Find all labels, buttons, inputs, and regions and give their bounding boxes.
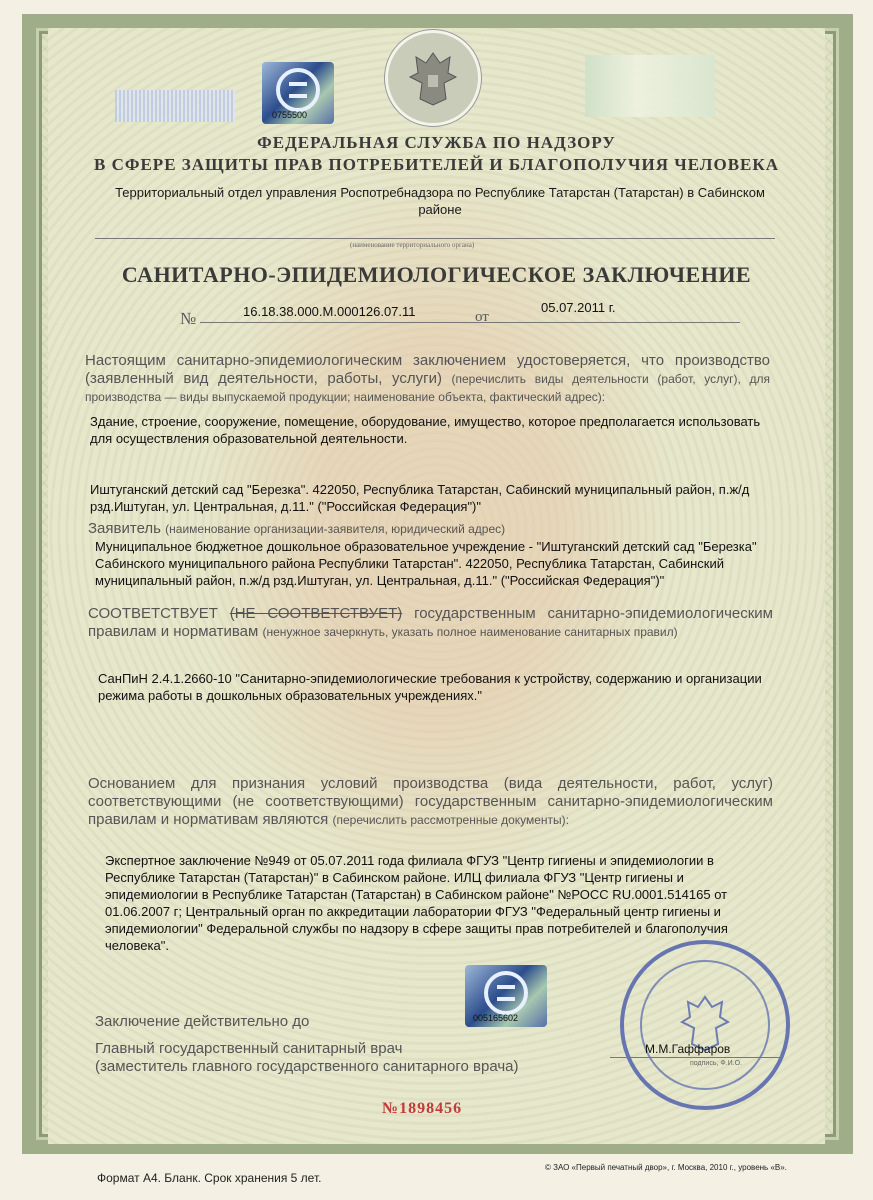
sanitary-rules: СанПиН 2.4.1.2660-10 "Санитарно-эпидемиологические требования к устройству, содержанию и организации режима работы в дошкольных образовательных учреждениях." (98, 671, 762, 703)
document-date: 05.07.2011 г. (541, 300, 616, 315)
applicant-details: Муниципальное бюджетное дошкольное образовательное учреждение - "Иштуганский детский сад "Березка" Сабинского муниципального района Республики Татарстан". 422050, Республика Татарстан, Сабинский муниципальный район, п.ж/д рзд.Иштуган, ул. Центральная, д.11." ("Российская Федерация")" (95, 539, 757, 588)
security-pattern-right (585, 55, 715, 117)
document-number: 16.18.38.000.М.000126.07.11 (243, 304, 416, 319)
applicant-caption: (наименование организации-заявителя, юридический адрес) (165, 522, 506, 536)
conforms-label: СООТВЕТСТВУЕТ (88, 605, 218, 622)
organ-underline (95, 238, 775, 239)
certified-object: Здание, строение, сооружение, помещение, оборудование, имущество, которое предполагается использовать для осуществления образовательной деятельности. (90, 414, 761, 446)
number-label: № (180, 309, 197, 328)
hologram-code-top: 0755500 (272, 110, 308, 120)
valid-until-label: Заключение действительно до (95, 1013, 310, 1030)
applicant-label: Заявитель (88, 520, 161, 537)
coat-of-arms-emblem (385, 30, 481, 126)
basis-intro-caption: (перечислить рассмотренные документы): (332, 813, 570, 827)
compliance-caption: (ненужное зачеркнуть, указать полное наименование санитарных правил) (262, 625, 678, 639)
form-format-note: Формат А4. Бланк. Срок хранения 5 лет. (97, 1171, 322, 1185)
signer-name: М.М.Гаффаров (645, 1042, 731, 1056)
hologram-code-bottom: 005165602 (473, 1013, 519, 1023)
signature-caption: подпись, Ф.И.О. (690, 1060, 742, 1067)
hologram-top (262, 62, 334, 124)
printer-note: © ЗАО «Первый печатный двор», г. Москва, 2010 г., уровень «В». (545, 1163, 787, 1172)
number-underline (200, 322, 740, 323)
certifies-intro-caption: (перечислить виды деятельности (работ, услуг), для производства — виды выпускаемой продукции; наименование объекта, фактический адрес): (85, 372, 771, 404)
double-headed-eagle-icon (388, 33, 478, 123)
not-conforms-label: (НЕ СООТВЕТСТВУЕТ) (229, 605, 403, 622)
compliance-rest: государственным санитарно-эпидемиологическим правилам и нормативам (88, 605, 773, 640)
stamp-eagle-icon (642, 962, 768, 1088)
official-stamp-inner (640, 960, 770, 1090)
header-line-1: ФЕДЕРАЛЬНАЯ СЛУЖБА ПО НАДЗОРУ (257, 133, 616, 152)
compliance-statement (88, 605, 773, 641)
basis-intro-main: Основанием для признания условий производства (вида деятельности, работ, услуг) соответствующими (не соответствующими) государственным санитарно-эпидемиологическим правилам и нормативам являются (88, 775, 773, 828)
object-address: Иштуганский детский сад "Березка". 422050, Республика Татарстан, Сабинский муниципальный район, п.ж/д рзд.Иштуган, ул. Центральная, д.11." ("Российская Федерация")" (90, 482, 750, 514)
date-label: от (475, 309, 489, 325)
basis-intro (88, 775, 773, 829)
deputy-doctor-title: (заместитель главного государственного санитарного врача) (95, 1058, 519, 1075)
certifies-intro-main: Настоящим санитарно-эпидемиологическим заключением удостоверяется, что производство (заявленный вид деятельности, работы, услуги) (85, 352, 770, 387)
certifies-intro (85, 352, 770, 406)
security-pattern-left (115, 90, 235, 122)
organ-caption: (наименование территориального органа) (350, 241, 475, 249)
hologram-bottom (465, 965, 547, 1027)
applicant-heading (88, 520, 505, 538)
territorial-organ: Территориальный отдел управления Роспотребнадзора по Республике Татарстан (Татарстан) в Сабинском районе (115, 185, 765, 217)
form-serial-number: №1898456 (382, 1100, 463, 1117)
basis-documents: Экспертное заключение №949 от 05.07.2011 года филиала ФГУЗ "Центр гигиены и эпидемиологии в Республике Татарстан (Татарстан)" в Сабинском районе. ИЛЦ филиала ФГУЗ "Центр гигиены и эпидемиологии в Республике Татарстан (Татарстан) в Сабинском районе" №РОСС RU.0001.514165 от 01.06.2007 г; Центральный орган по аккредитации лаборатории ФГУЗ "Федеральный центр гигиены и эпидемиологии" Федеральной службы по надзору в сфере защиты прав потребителей и благополучия человека". (105, 853, 728, 953)
document-title: САНИТАРНО-ЭПИДЕМИОЛОГИЧЕСКОЕ ЗАКЛЮЧЕНИЕ (121, 262, 752, 287)
header-line-2: В СФЕРЕ ЗАЩИТЫ ПРАВ ПОТРЕБИТЕЛЕЙ И БЛАГОПОЛУЧИЯ ЧЕЛОВЕКА (94, 155, 779, 174)
chief-doctor-title: Главный государственный санитарный врач (95, 1040, 403, 1057)
